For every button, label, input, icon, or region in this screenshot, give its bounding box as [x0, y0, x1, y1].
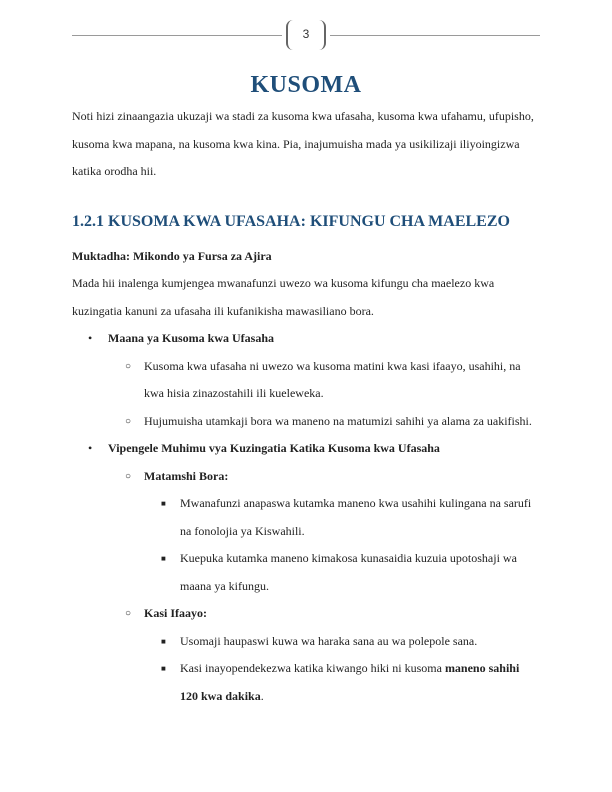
- circle-bullet-icon: ○: [125, 360, 132, 372]
- context-line: Muktadha: Mikondo ya Fursa za Ajira: [72, 248, 272, 263]
- page-content: [72, 70, 540, 710]
- list-item: [144, 628, 540, 656]
- main-bullet-list: [72, 325, 540, 710]
- list-item: [72, 325, 540, 435]
- page-number: 3: [286, 20, 326, 50]
- square-bullet-icon: ■: [161, 664, 166, 673]
- list-item-text: Kasi inayopendekezwa katika kiwango hiki ni kusoma: [180, 661, 445, 675]
- list-item-text: Kusoma kwa ufasaha ni uwezo wa kusoma matini kwa kasi ifaayo, usahihi, na kwa hisia zinazostahili ili kueleweka.: [144, 358, 521, 400]
- section-heading: 1.2.1 KUSOMA KWA UFASAHA: KIFUNGU CHA MAELEZO: [72, 212, 510, 230]
- list-item-text: Mwanafunzi anapaswa kutamka maneno kwa usahihi kulingana na sarufi na fonolojia ya Kiswahili.: [180, 496, 532, 538]
- circle-bullet-icon: ○: [125, 470, 132, 482]
- list-item: [108, 600, 540, 710]
- circle-bullet-icon: ○: [125, 608, 132, 619]
- sub-list: [108, 353, 540, 436]
- header-rule-left: [72, 35, 282, 36]
- list-item: [72, 435, 540, 710]
- page-header: [72, 18, 540, 54]
- section-description: Mada hii inalenga kumjengea mwanafunzi uwezo wa kusoma kifungu cha maelezo kwa kuzingatia kanuni za ufasaha ili kufanikisha mawasiliano bora.: [72, 276, 495, 318]
- sub-heading: Matamshi Bora:: [144, 468, 229, 483]
- list-item-end: .: [260, 688, 264, 703]
- square-bullet-icon: ■: [161, 499, 166, 508]
- list-item: [108, 353, 540, 408]
- square-bullet-icon: ■: [161, 554, 166, 563]
- sub-sub-list: [144, 490, 540, 600]
- page-title: KUSOMA: [250, 72, 362, 98]
- list-item-emphasis: maneno sahihi 120 kwa dakika: [180, 661, 520, 703]
- circle-bullet-icon: ○: [125, 415, 132, 427]
- intro-paragraph: Noti hizi zinaangazia ukuzaji wa stadi za kusoma kwa ufasaha, kusoma kwa ufahamu, ufupisho, kusoma kwa mapana, na kusoma kwa kina. Pia, inajumuisha mada ya usikilizaji iliyoingizwa katika orodha hii.: [72, 109, 534, 178]
- list-item: [108, 463, 540, 601]
- bullet-icon: •: [88, 331, 93, 345]
- list-item: [144, 655, 540, 710]
- bullet-icon: •: [88, 441, 93, 455]
- header-rule-right: [330, 35, 540, 36]
- list-item: [108, 408, 540, 436]
- list-item-text: Usomaji haupaswi kuwa wa haraka sana au wa polepole sana.: [180, 633, 478, 648]
- bullet-heading: Vipengele Muhimu vya Kuzingatia Katika Kusoma kwa Ufasaha: [108, 441, 440, 455]
- sub-sub-list: [144, 628, 540, 711]
- list-item-text: Hujumuisha utamkaji bora wa maneno na matumizi sahihi ya alama za uakifishi.: [144, 413, 532, 428]
- list-item: [144, 545, 540, 600]
- list-item: [144, 490, 540, 545]
- square-bullet-icon: ■: [161, 636, 166, 646]
- list-item-text: Kuepuka kutamka maneno kimakosa kunasaidia kuzuia upotoshaji wa maana ya kifungu.: [180, 551, 517, 593]
- sub-list: [108, 463, 540, 711]
- sub-heading: Kasi Ifaayo:: [144, 606, 207, 620]
- bullet-heading: Maana ya Kusoma kwa Ufasaha: [108, 331, 275, 345]
